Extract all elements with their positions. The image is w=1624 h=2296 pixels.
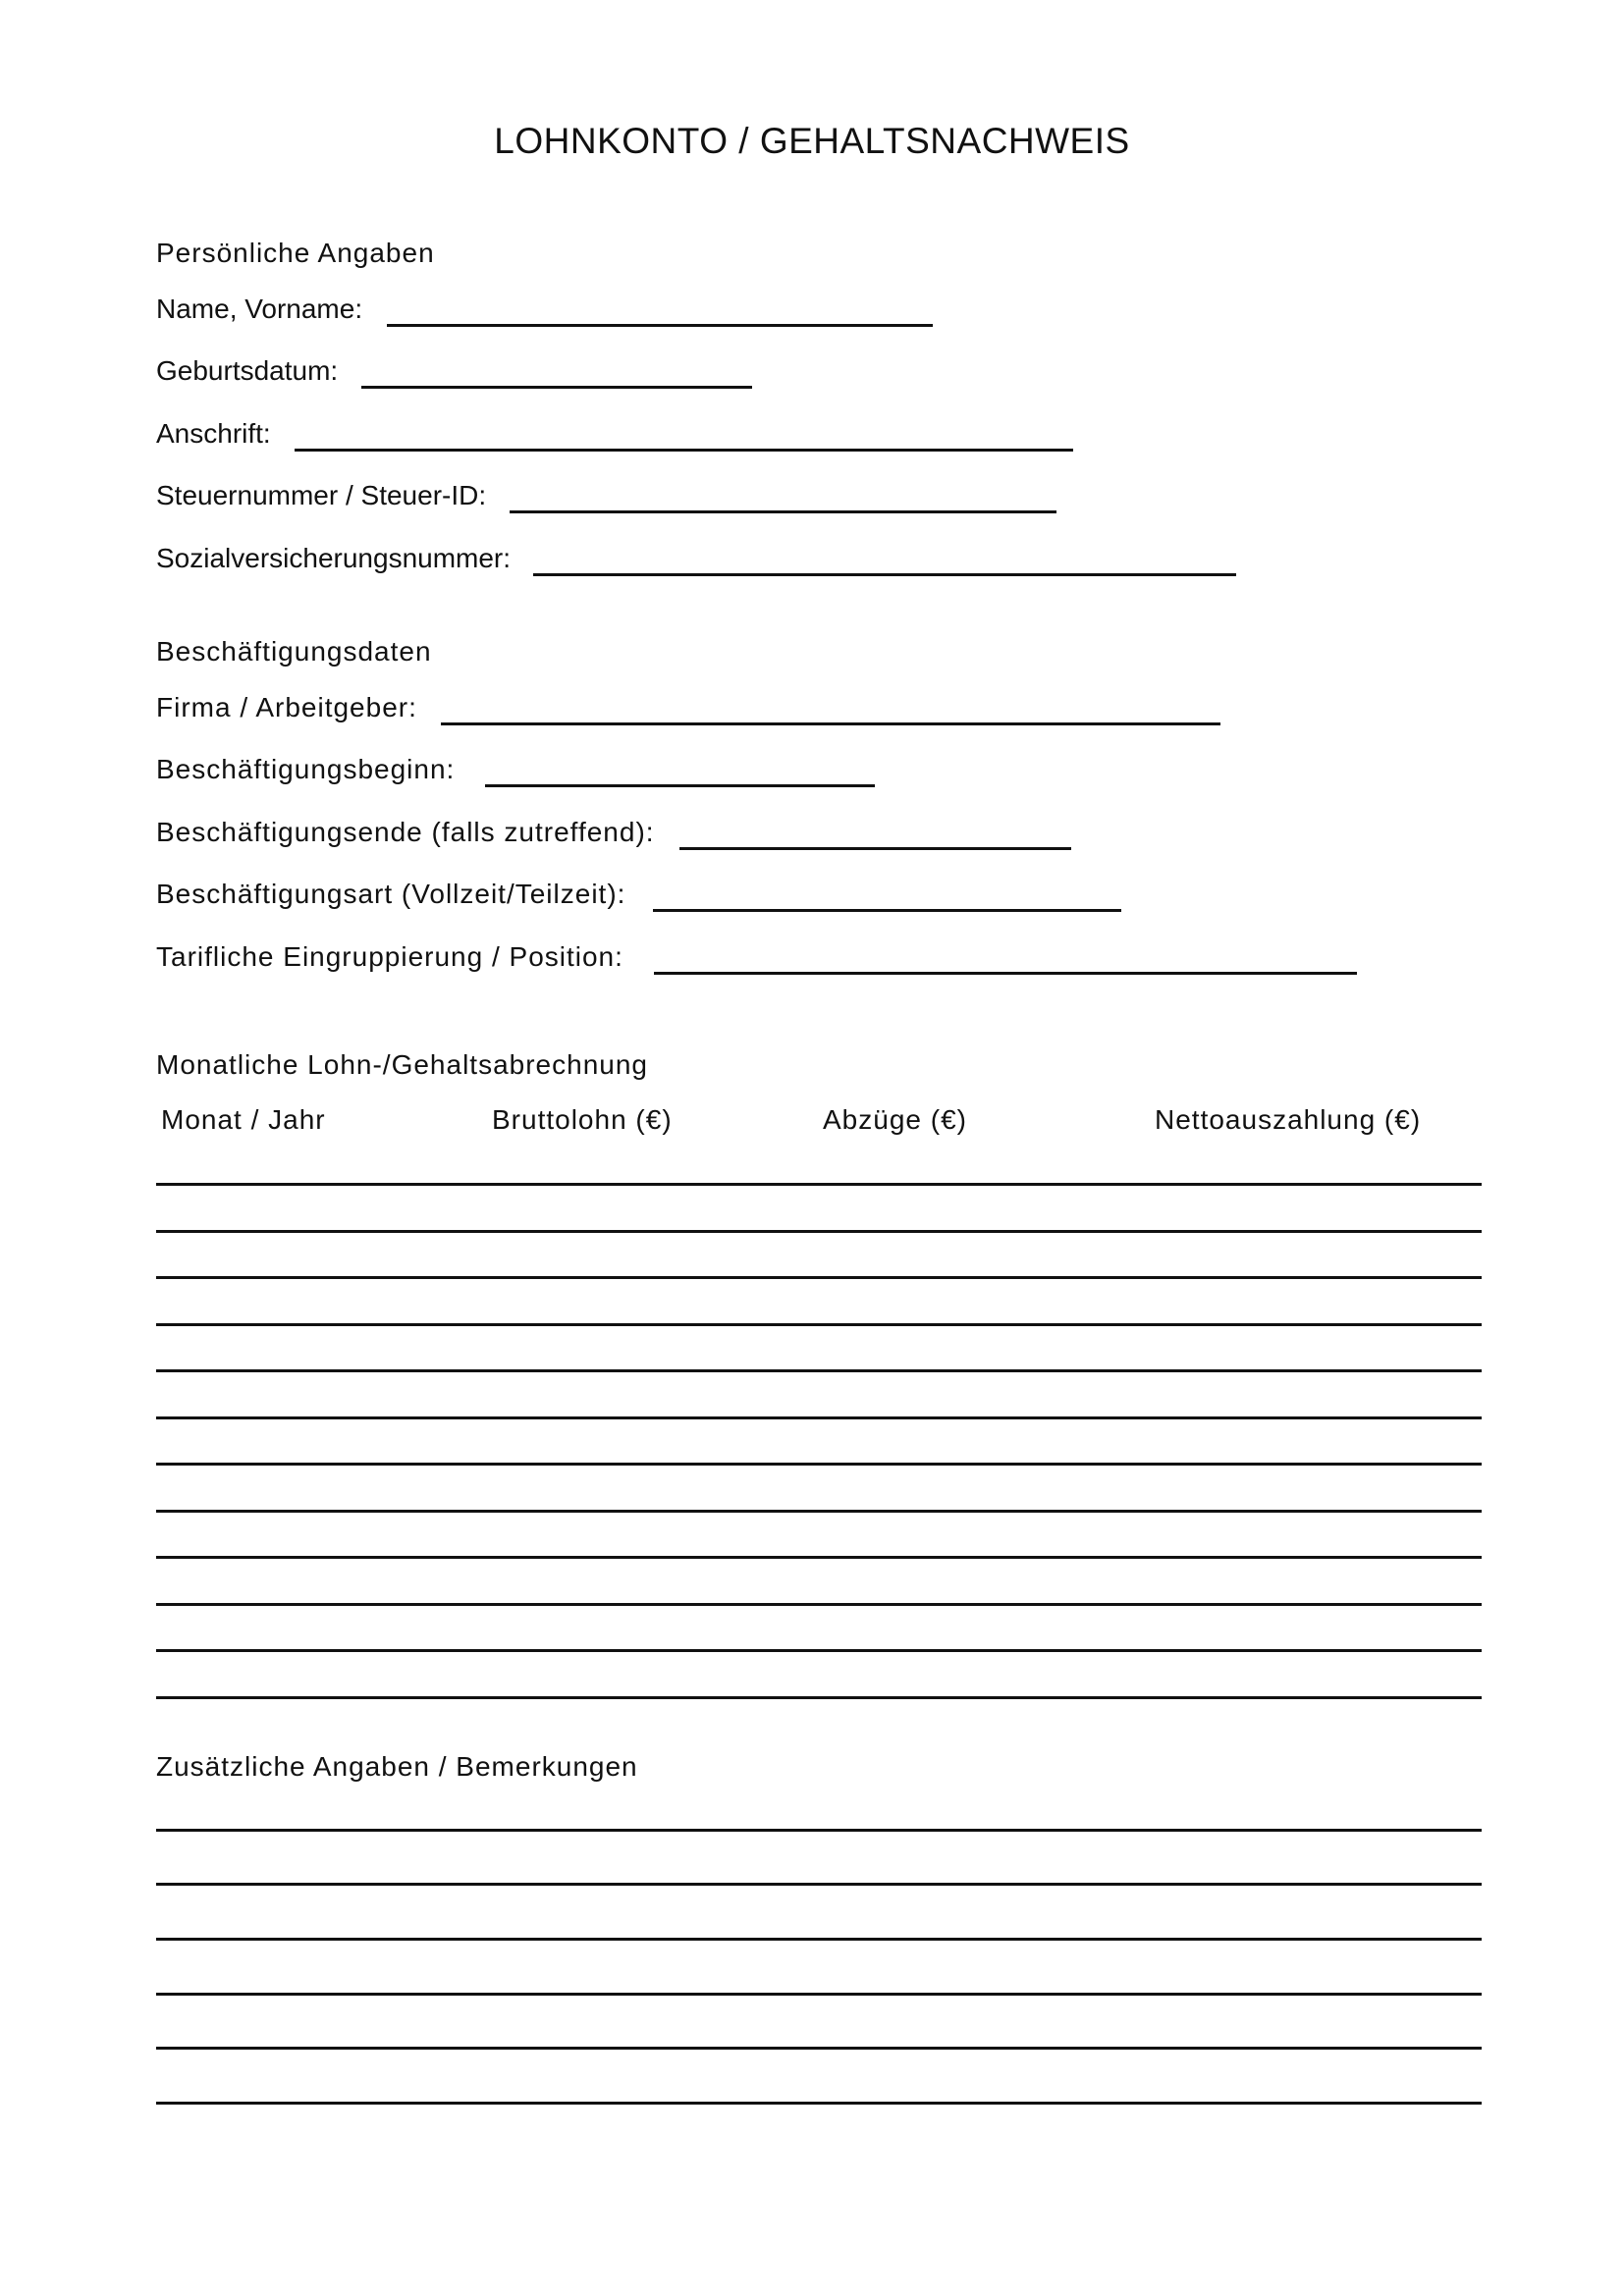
remarks-line[interactable] xyxy=(156,1829,1482,1832)
column-header-deductions: Abzüge (€) xyxy=(823,1104,967,1135)
document-title: LOHNKONTO / GEHALTSNACHWEIS xyxy=(494,121,1130,161)
remarks-line[interactable] xyxy=(156,2102,1482,2105)
tax-id-field[interactable] xyxy=(510,510,1056,513)
payroll-row-line[interactable] xyxy=(156,1276,1482,1279)
employment-type-label: Beschäftigungsart (Vollzeit/Teilzeit): xyxy=(156,879,626,909)
remarks-line[interactable] xyxy=(156,1993,1482,1996)
payroll-row-line[interactable] xyxy=(156,1230,1482,1233)
position-field[interactable] xyxy=(654,972,1357,975)
payroll-row-line[interactable] xyxy=(156,1696,1482,1699)
employment-start-label: Beschäftigungsbeginn: xyxy=(156,754,456,784)
payroll-row-line[interactable] xyxy=(156,1369,1482,1372)
payroll-row-line[interactable] xyxy=(156,1556,1482,1559)
position-label: Tarifliche Eingruppierung / Position: xyxy=(156,941,623,972)
payroll-row-line[interactable] xyxy=(156,1603,1482,1606)
payroll-row-line[interactable] xyxy=(156,1510,1482,1513)
employment-start-field[interactable] xyxy=(485,784,875,787)
payroll-section-heading: Monatliche Lohn-/Gehaltsabrechnung xyxy=(156,1049,648,1080)
payroll-row-line[interactable] xyxy=(156,1463,1482,1466)
remarks-line[interactable] xyxy=(156,1883,1482,1886)
tax-id-label: Steuernummer / Steuer-ID: xyxy=(156,480,487,510)
address-label: Anschrift: xyxy=(156,418,271,449)
remarks-line[interactable] xyxy=(156,1938,1482,1941)
employment-end-label: Beschäftigungsende (falls zutreffend): xyxy=(156,817,655,847)
social-security-field[interactable] xyxy=(533,573,1236,576)
employment-section-heading: Beschäftigungsdaten xyxy=(156,636,432,667)
social-security-label: Sozialversicherungsnummer: xyxy=(156,543,512,573)
remarks-section-heading: Zusätzliche Angaben / Bemerkungen xyxy=(156,1751,638,1782)
personal-section-heading: Persönliche Angaben xyxy=(156,238,435,268)
employer-field[interactable] xyxy=(441,722,1220,725)
name-field[interactable] xyxy=(387,324,933,327)
employer-label: Firma / Arbeitgeber: xyxy=(156,692,417,722)
birthdate-field[interactable] xyxy=(361,386,752,389)
payroll-row-line[interactable] xyxy=(156,1323,1482,1326)
payroll-row-line[interactable] xyxy=(156,1416,1482,1419)
column-header-gross-pay: Bruttolohn (€) xyxy=(492,1104,673,1135)
remarks-line[interactable] xyxy=(156,2047,1482,2050)
birthdate-label: Geburtsdatum: xyxy=(156,355,339,386)
name-label: Name, Vorname: xyxy=(156,294,363,324)
employment-type-field[interactable] xyxy=(653,909,1121,912)
column-header-net-pay: Nettoauszahlung (€) xyxy=(1155,1104,1422,1135)
employment-end-field[interactable] xyxy=(679,847,1071,850)
payroll-row-line[interactable] xyxy=(156,1649,1482,1652)
column-header-month-year: Monat / Jahr xyxy=(161,1104,326,1135)
address-field[interactable] xyxy=(295,449,1073,452)
payroll-row-line[interactable] xyxy=(156,1183,1482,1186)
